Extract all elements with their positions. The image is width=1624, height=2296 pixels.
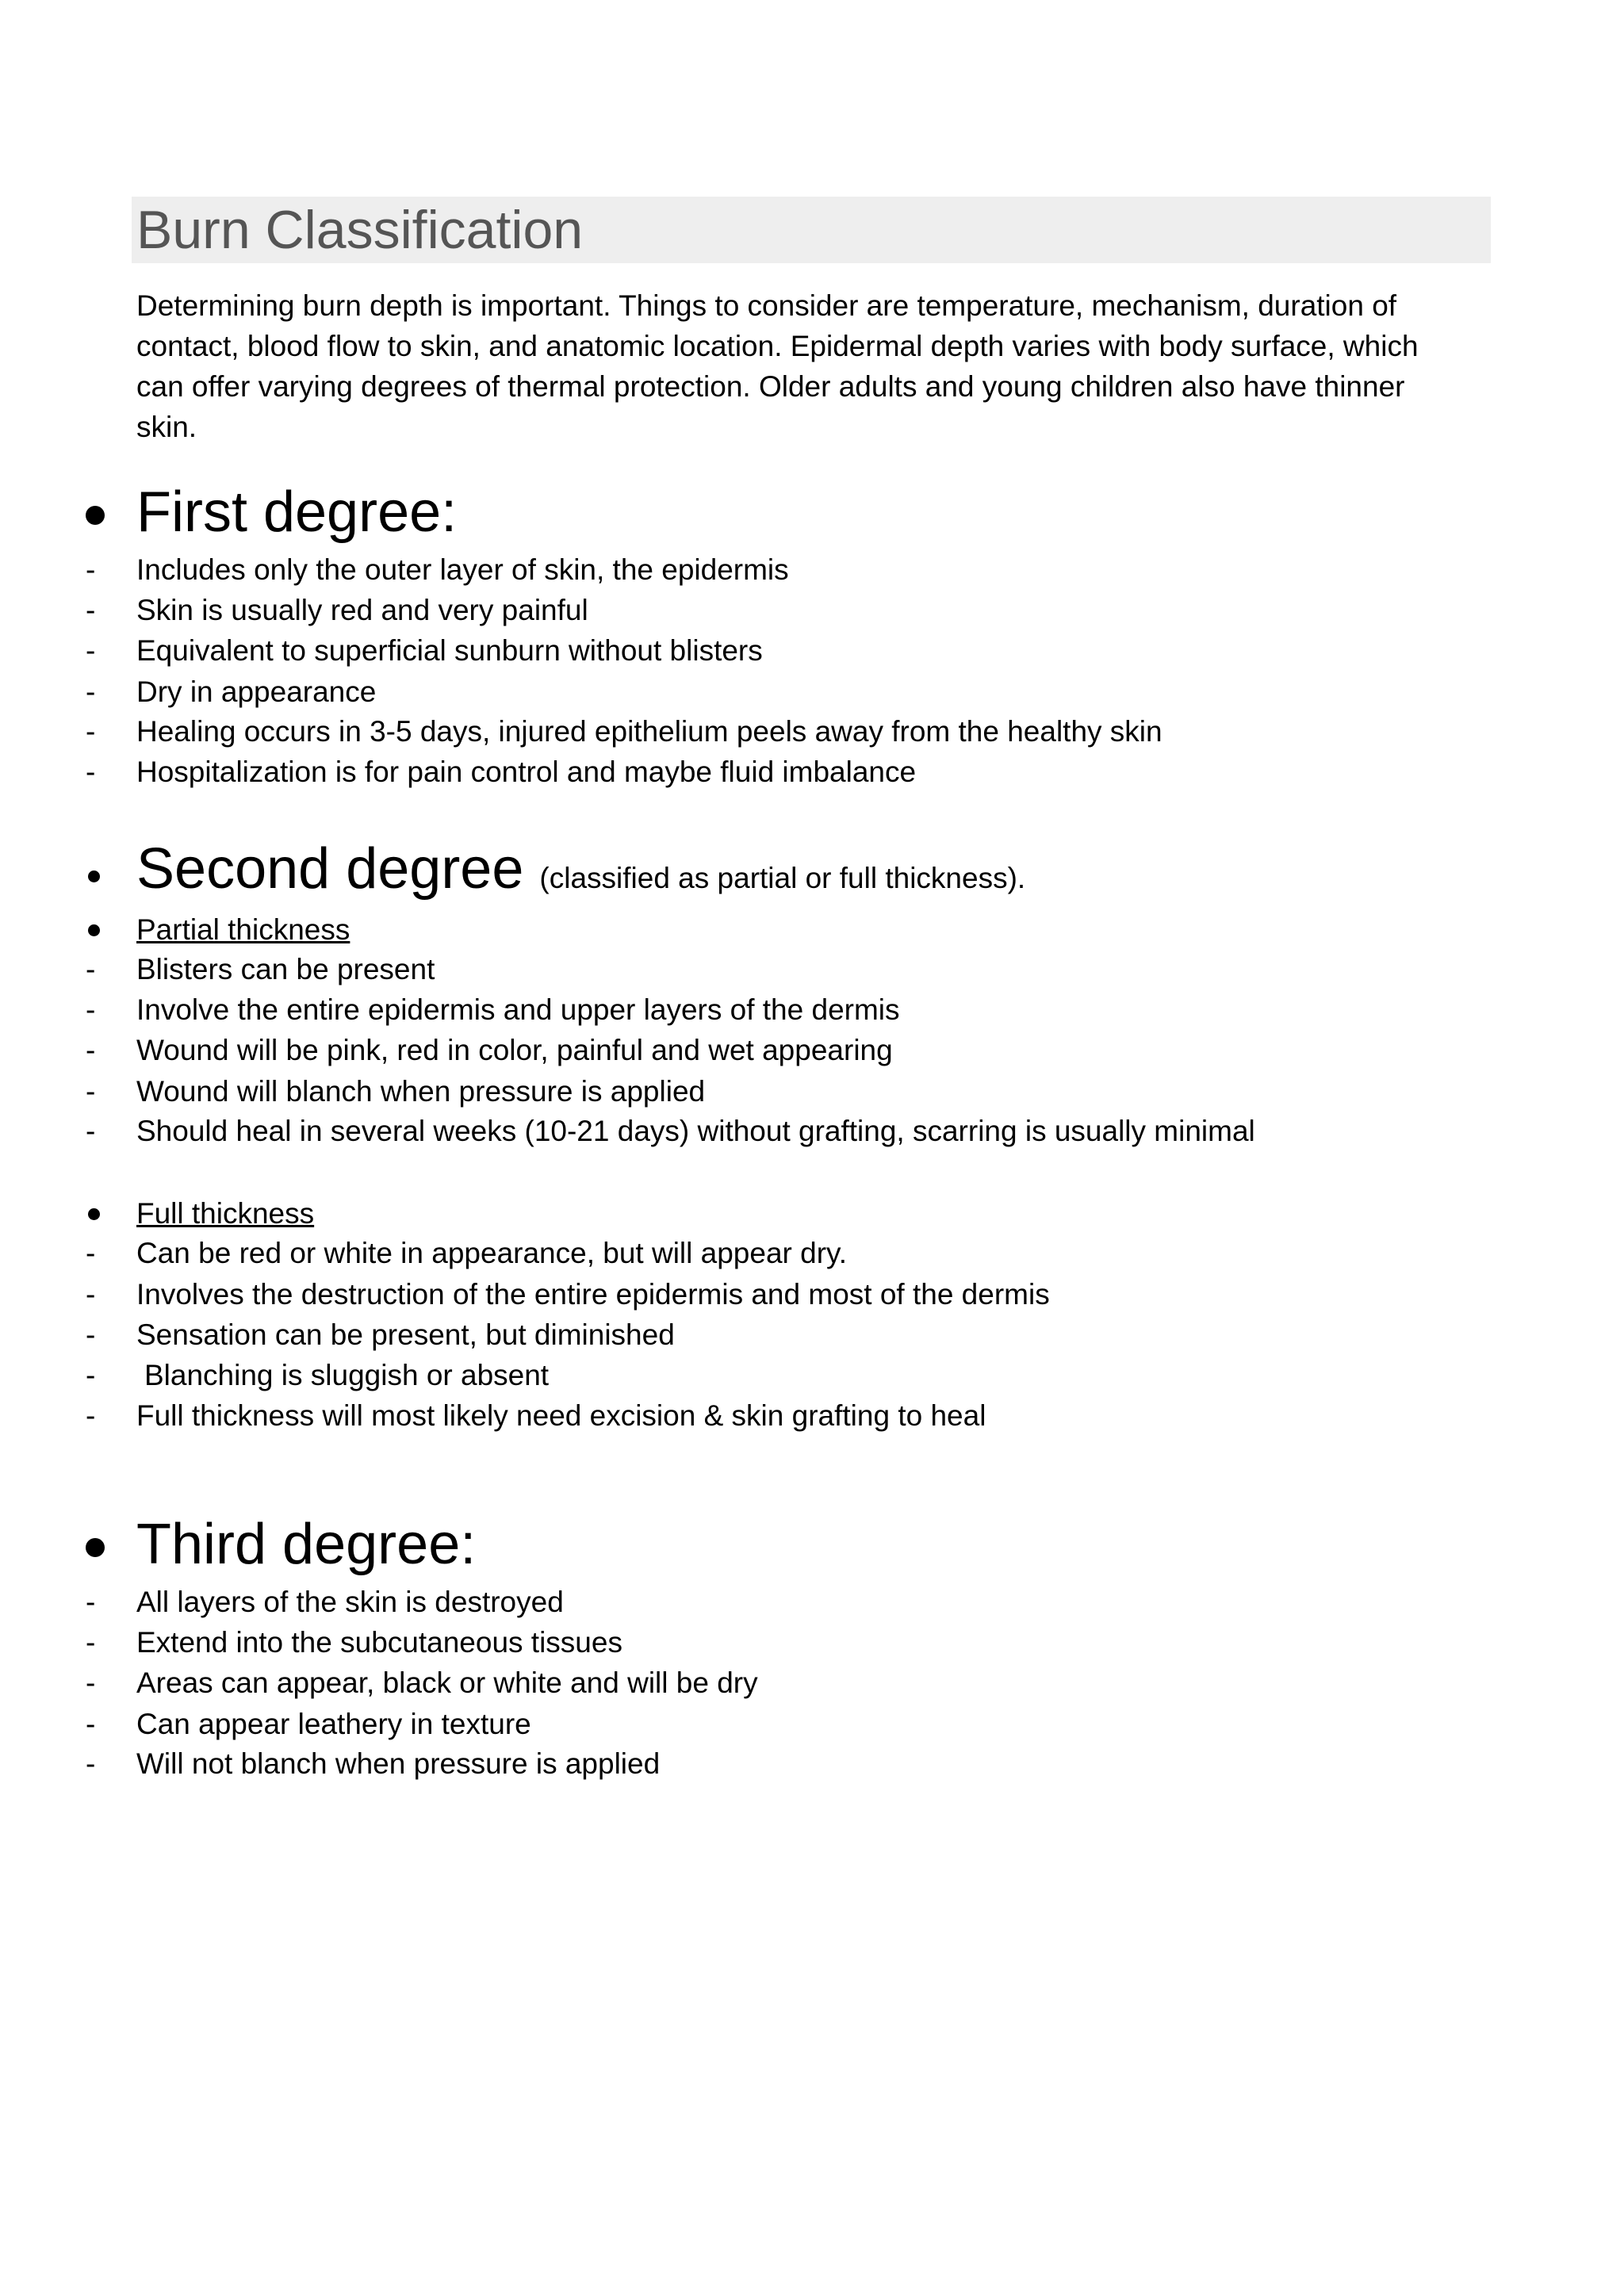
bullet-dot-icon bbox=[88, 924, 100, 936]
intro-line: contact, blood flow to skin, and anatomic location. Epidermal depth varies with body surface, which bbox=[136, 330, 1419, 362]
dash-marker: - bbox=[86, 1318, 96, 1351]
list-item: Extend into the subcutaneous tissues bbox=[136, 1626, 622, 1659]
dash-marker: - bbox=[86, 553, 96, 586]
dash-marker: - bbox=[86, 1034, 96, 1066]
page-title: Burn Classification bbox=[136, 200, 584, 260]
dash-marker: - bbox=[86, 1708, 96, 1740]
list-item: Involves the destruction of the entire epidermis and most of the dermis bbox=[136, 1278, 1050, 1311]
list-item: Dry in appearance bbox=[136, 675, 377, 708]
list-item: Blanching is sluggish or absent bbox=[144, 1359, 550, 1391]
list-item: Will not blanch when pressure is applied bbox=[136, 1747, 661, 1780]
dash-marker: - bbox=[86, 634, 96, 667]
list-item: Sensation can be present, but diminished bbox=[136, 1318, 675, 1351]
dash-marker: - bbox=[86, 1667, 96, 1699]
dash-marker: - bbox=[86, 953, 96, 985]
second-degree-title: Second degree bbox=[136, 837, 524, 901]
intro-line: can offer varying degrees of thermal protection. Older adults and young children also have thinner bbox=[136, 370, 1405, 403]
dash-marker: - bbox=[86, 756, 96, 788]
bullet-dot-icon bbox=[88, 871, 100, 882]
bullet-dot-icon bbox=[86, 1538, 105, 1557]
full-thickness-heading: Full thickness bbox=[136, 1197, 315, 1230]
list-item: Full thickness will most likely need excision & skin grafting to heal bbox=[136, 1399, 986, 1432]
list-item: Wound will blanch when pressure is applied bbox=[136, 1075, 706, 1108]
dash-marker: - bbox=[86, 1115, 96, 1147]
list-item: Areas can appear, black or white and will be dry bbox=[136, 1667, 758, 1699]
first-degree-heading: First degree: bbox=[136, 480, 458, 544]
dash-marker: - bbox=[86, 1237, 96, 1269]
dash-marker: - bbox=[86, 594, 96, 626]
list-item: Healing occurs in 3-5 days, injured epithelium peels away from the healthy skin bbox=[136, 715, 1162, 748]
dash-marker: - bbox=[86, 1278, 96, 1311]
dash-marker: - bbox=[86, 1626, 96, 1659]
dash-marker: - bbox=[86, 675, 96, 708]
intro-line: skin. bbox=[136, 411, 197, 443]
bullet-dot-icon bbox=[88, 1208, 100, 1220]
dash-marker: - bbox=[86, 715, 96, 748]
list-item: Wound will be pink, red in color, painful and wet appearing bbox=[136, 1034, 893, 1066]
dash-marker: - bbox=[86, 1359, 96, 1391]
second-degree-heading bbox=[136, 836, 1025, 912]
third-degree-heading: Third degree: bbox=[136, 1513, 477, 1576]
partial-thickness-heading: Partial thickness bbox=[136, 913, 350, 946]
list-item: All layers of the skin is destroyed bbox=[136, 1586, 564, 1618]
intro-paragraph bbox=[136, 285, 1484, 447]
list-item: Hospitalization is for pain control and maybe fluid imbalance bbox=[136, 756, 917, 788]
list-item: Can be red or white in appearance, but will appear dry. bbox=[136, 1237, 848, 1269]
dash-marker: - bbox=[86, 1747, 96, 1780]
list-item: Involve the entire epidermis and upper layers of the dermis bbox=[136, 993, 900, 1026]
list-item: Equivalent to superficial sunburn without blisters bbox=[136, 634, 763, 667]
intro-line: Determining burn depth is important. Things to consider are temperature, mechanism, duration of bbox=[136, 289, 1397, 322]
bullet-dot-icon bbox=[86, 506, 105, 525]
list-item: Skin is usually red and very painful bbox=[136, 594, 588, 626]
dash-marker: - bbox=[86, 1399, 96, 1432]
dash-marker: - bbox=[86, 1586, 96, 1618]
title-bar bbox=[132, 197, 1491, 263]
dash-marker: - bbox=[86, 993, 96, 1026]
list-item: Can appear leathery in texture bbox=[136, 1708, 531, 1740]
dash-marker: - bbox=[86, 1075, 96, 1108]
list-item: Should heal in several weeks (10-21 days) without grafting, scarring is usually minimal bbox=[136, 1115, 1255, 1147]
list-item: Includes only the outer layer of skin, the epidermis bbox=[136, 553, 789, 586]
list-item: Blisters can be present bbox=[136, 953, 435, 985]
second-degree-note: (classified as partial or full thickness). bbox=[539, 862, 1026, 894]
